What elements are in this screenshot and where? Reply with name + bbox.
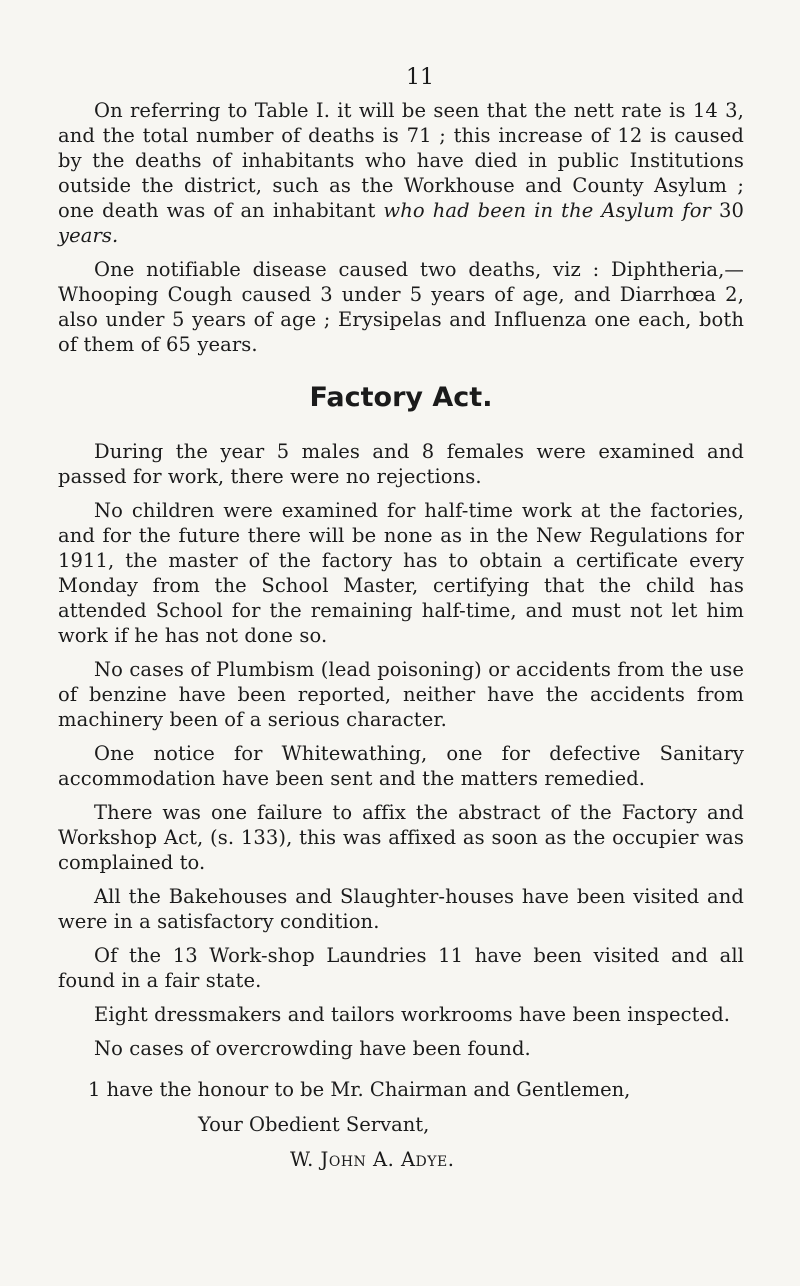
section-heading-factory-act: Factory Act. <box>309 382 493 413</box>
paragraph-mortality <box>58 98 744 248</box>
paragraph-mortality-italic-1: who had been in the Asylum for <box>383 199 711 222</box>
document-page <box>58 64 744 1182</box>
paragraph-mortality-italic-2: years. <box>58 224 119 247</box>
paragraph-mortality-number: 30 <box>710 199 744 222</box>
closing-block <box>58 1077 744 1172</box>
paragraph-laundries: Of the 13 Work-shop Laundries 11 have been visited and all found in a fair state. <box>58 944 744 992</box>
paragraph-mortality-text: On referring to Table I. it will be seen that the nett rate is 14 3, and the total number of deaths is 71 ; this increase of 12 is caused by the deaths of inhabitants who have died in public Institutions outside the district, such as the Workhouse and County Asylum ; one death was of an inhabitant <box>58 99 744 222</box>
paragraph-overcrowding: No cases of overcrowding have been found. <box>94 1037 531 1060</box>
paragraph-dressmakers: Eight dressmakers and tailors workrooms have been inspected. <box>94 1003 731 1026</box>
paragraph-examinations: During the year 5 males and 8 females were examined and passed for work, there were no rejections. <box>58 440 744 488</box>
closing-salutation: 1 have the honour to be Mr. Chairman and Gentlemen, <box>88 1078 631 1101</box>
paragraph-notices: One notice for Whitewathing, one for defective Sanitary accommodation have been sent and the matters remedied. <box>58 742 744 790</box>
signature: W. John A. Adye. <box>290 1148 455 1171</box>
paragraph-bakehouses: All the Bakehouses and Slaughter-houses have been visited and were in a satisfactory condition. <box>58 885 744 933</box>
paragraph-half-time-work: No children were examined for half-time work at the factories, and for the future there will be none as in the New Regulations for 1911, the master of the factory has to obtain a certificate every Monday from the School Master, certifying that the child has attended School for the remaining half-time, and must not let him work if he has not done so. <box>58 499 744 647</box>
closing-servant: Your Obedient Servant, <box>198 1113 430 1136</box>
page-number: 11 <box>406 65 434 90</box>
paragraph-notifiable-disease: One notifiable disease caused two deaths, viz : Diphtheria,— Whooping Cough caused 3 under 5 years of age, and Diarrhœa 2, also under 5 years of age ; Erysipelas and Influenza one each, both of them of 65 years. <box>58 258 744 356</box>
paragraph-abstract-failure: There was one failure to affix the abstract of the Factory and Workshop Act, (s. 133), this was affixed as soon as the occupier was complained to. <box>58 801 744 874</box>
paragraph-plumbism: No cases of Plumbism (lead poisoning) or accidents from the use of benzine have been reported, neither have the accidents from machinery been of a serious character. <box>58 658 744 731</box>
